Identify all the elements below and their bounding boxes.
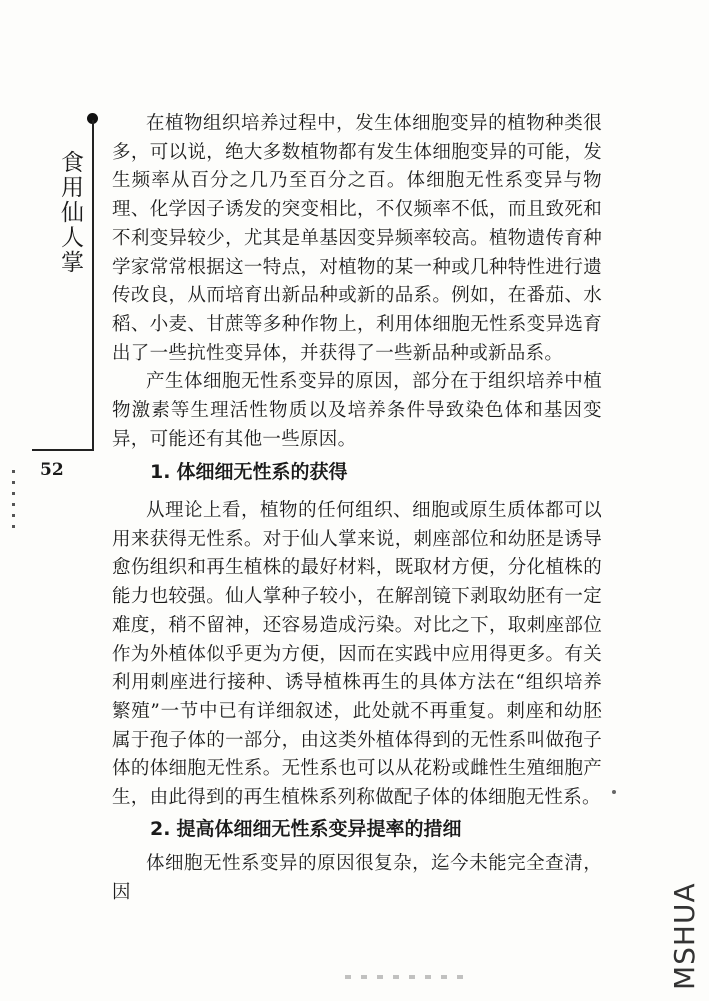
section-title: 提高体细细无性系变异提率的措细 <box>176 818 462 840</box>
section-1-body <box>112 497 602 813</box>
running-title: 食用仙人掌 <box>57 150 83 275</box>
paragraph: 从理论上看，植物的任何组织、细胞或原生质体都可以用来获得无性系。对于仙人掌来说，刺座部位和幼胚是诱导愈伤组织和再生植株的最好材料，既取材方便，分化植株的能力也较强。仙人掌种子较小，在解剖镜下剥取幼胚有一定难度，稍不留神，还容易造成污染。对比之下，取刺座部位作为外植体似乎更为方便，因而在实践中应用得更多。有关利用刺座进行接种、诱导植株再生的具体方法在“组织培养繁殖”一节中已有详细叙述，此处就不再重复。刺座和幼胚属于孢子体的一部分，由这类外植体得到的无性系叫做孢子体的体细胞无性系。无性系也可以从花粉或雌性生殖细胞产生，由此得到的再生植株系列称做配子体的体细胞无性系。 <box>112 500 602 809</box>
scan-noise <box>345 975 465 979</box>
intro-text <box>112 110 602 454</box>
section-number: 1. <box>150 461 171 483</box>
section-heading-1 <box>150 457 347 484</box>
scan-edge-marks <box>12 470 15 530</box>
watermark: MSHUA <box>668 882 701 990</box>
margin-rule-horizontal <box>32 449 94 451</box>
scan-noise-dot <box>612 790 616 794</box>
section-number: 2. <box>150 818 171 840</box>
section-2-body <box>112 850 602 907</box>
section-heading-2 <box>150 814 461 841</box>
margin-rule-vertical <box>92 120 94 450</box>
section-title: 体细细无性系的获得 <box>176 461 348 483</box>
paragraph: 体细胞无性系变异的原因很复杂，迄今未能完全查清，因 <box>112 853 602 903</box>
page-number: 52 <box>40 460 64 480</box>
paragraph: 产生体细胞无性系变异的原因，部分在于组织培养中植物激素等生理活性物质以及培养条件导致染色体和基因变异，可能还有其他一些原因。 <box>112 371 602 450</box>
paragraph: 在植物组织培养过程中，发生体细胞变异的植物种类很多，可以说，绝大多数植物都有发生体细胞变异的可能，发生频率从百分之几乃至百分之百。体细胞无性系变异与物理、化学因子诱发的突变相比，不仅频率不低，而且致死和不利变异较少，尤其是单基因变异频率较高。植物遗传育种学家常常根据这一特点，对植物的某一种或几种特性进行遗传改良，从而培育出新品种或新的品系。例如，在番茄、水稻、小麦、甘蔗等多种作物上，利用体细胞无性系变异选育出了一些抗性变异体，并获得了一些新品种或新品系。 <box>112 113 602 364</box>
